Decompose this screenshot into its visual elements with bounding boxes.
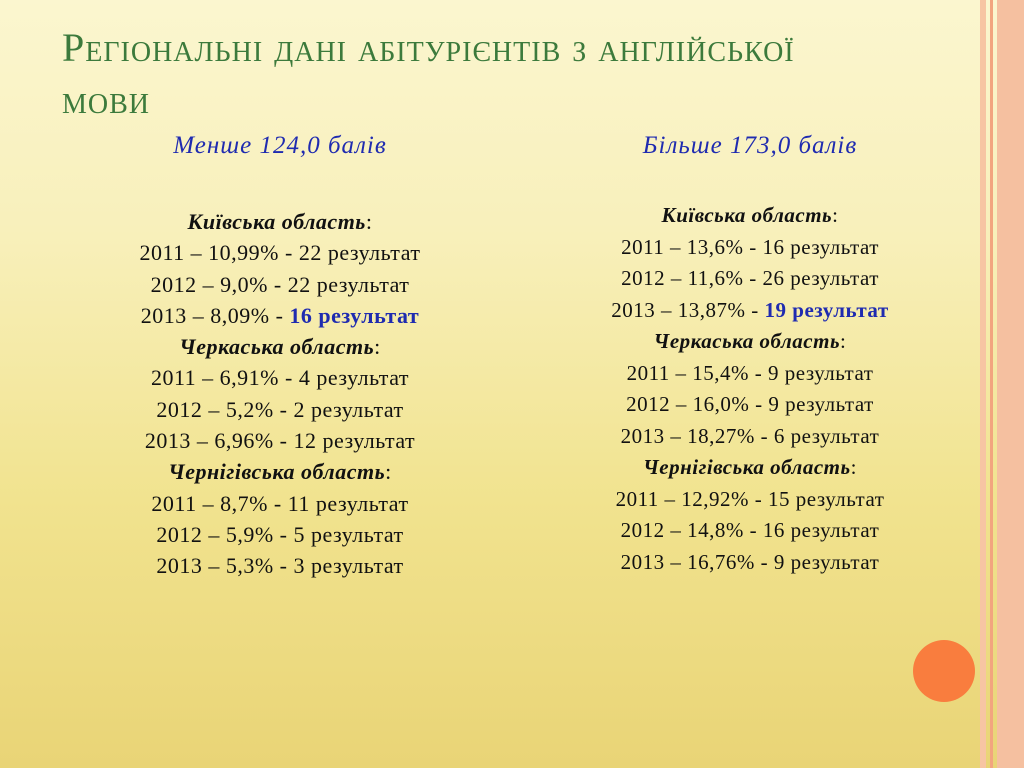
stat-prefix: 2013 – 8,09% - [140,302,290,328]
region-name-line: Черкаська область: [179,334,381,360]
stat-row: 2012 – 5,2% - 2 результат [156,396,404,422]
region-name: Київська область [661,203,833,227]
stat-row: 2012 – 9,0% - 22 результат [150,271,410,297]
decorative-circle [913,640,975,702]
stat-row: 2013 – 5,3% - 3 результат [156,553,404,579]
region-name-line: Черкаська область: [653,329,847,353]
region-name: Черкаська область [653,329,841,353]
stat-row [530,295,970,327]
region-name-line: Чернігівська область: [168,459,392,485]
stat-row: 2011 – 15,4% - 9 результат [626,360,874,385]
stat-row: 2011 – 12,92% - 15 результат [615,486,885,511]
region-name-line: Чернігівська область: [643,455,857,479]
stat-row: 2011 – 8,7% - 11 результат [151,490,409,516]
column-heading: Менше 124,0 балів [173,132,387,159]
stripe [990,0,993,768]
stat-highlight: 19 результат [764,297,889,322]
stat-row: 2013 – 6,96% - 12 результат [144,428,416,454]
stat-row [60,300,500,331]
stat-row: 2011 – 10,99% - 22 результат [139,240,421,266]
stat-row: 2013 – 18,27% - 6 результат [620,423,880,448]
stat-row: 2012 – 16,0% - 9 результат [626,392,874,416]
stat-row: 2011 – 13,6% - 16 результат [621,234,879,259]
region-name-line: Київська область: [187,209,373,234]
stat-highlight: 16 результат [289,302,420,328]
region-name: Київська область [187,209,366,234]
region-name: Черкаська область [179,334,375,360]
column-heading: Більше 173,0 балів [642,132,858,159]
stat-row: 2012 – 5,9% - 5 результат [156,521,404,547]
region-name-line: Київська область: [661,203,839,227]
stat-prefix: 2013 – 13,87% - [611,297,765,322]
stripe [997,0,1024,768]
decorative-side-stripes [978,0,1024,768]
stripe [980,0,986,768]
region-name: Чернігівська область [168,459,386,485]
region-name: Чернігівська область [643,455,851,479]
stat-row: 2013 – 16,76% - 9 результат [620,549,880,574]
slide-title: Регіональні дані абітурієнтів з англійської мови [62,25,795,122]
stat-row: 2011 – 6,91% - 4 результат [151,365,409,391]
stat-row: 2012 – 11,6% - 26 результат [621,266,879,290]
column-above-173 [530,130,970,578]
column-below-124 [60,130,500,582]
stat-row: 2012 – 14,8% - 16 результат [620,518,880,542]
